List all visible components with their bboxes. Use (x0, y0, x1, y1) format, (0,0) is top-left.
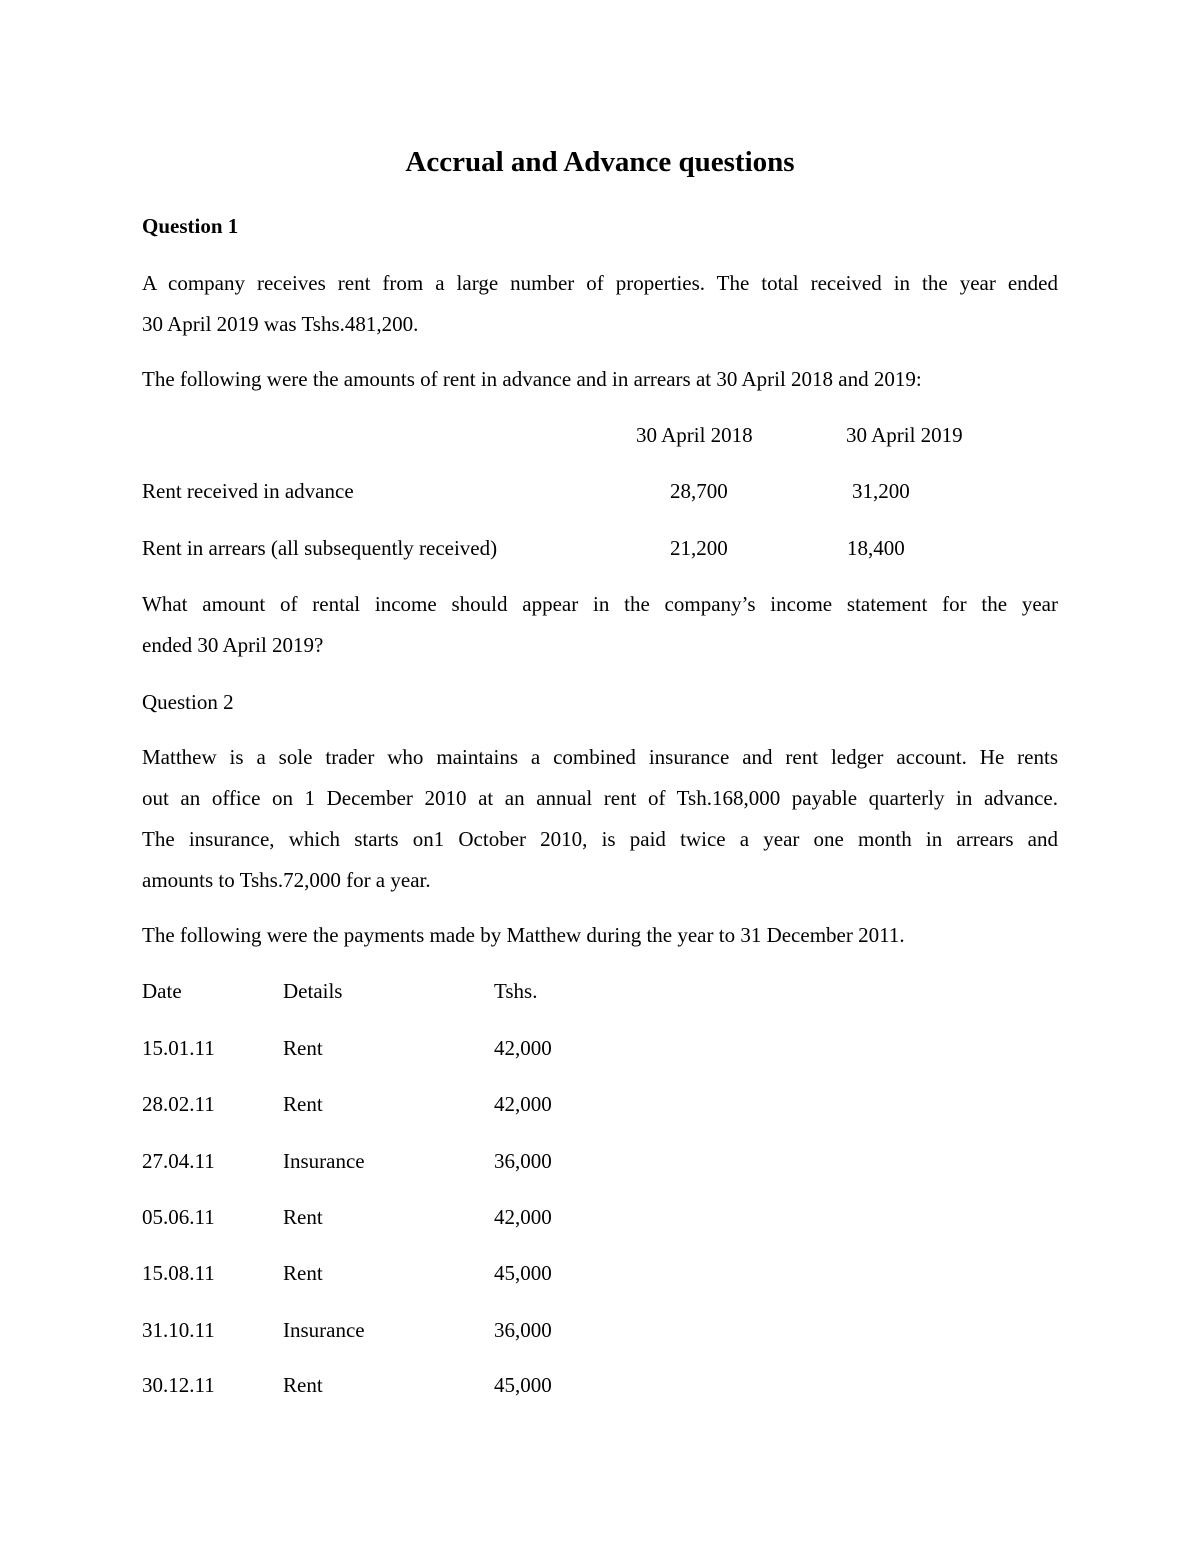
rent-row-value-2018: 28,700 (670, 479, 728, 503)
payment-date: 15.08.11 (142, 1261, 215, 1285)
question-2-paragraph-2: The following were the payments made by Matthew during the year to 31 December 2011. (142, 923, 905, 947)
question-2-heading: Question 2 (142, 690, 234, 714)
payments-header-date: Date (142, 979, 182, 1003)
payment-date: 05.06.11 (142, 1205, 215, 1229)
rent-row-label: Rent in arrears (all subsequently received) (142, 536, 498, 560)
question-1-heading: Question 1 (142, 214, 239, 238)
payment-details: Rent (283, 1036, 323, 1060)
payments-header-details: Details (283, 979, 343, 1003)
payment-amount: 42,000 (494, 1036, 552, 1060)
question-1-prompt-line-1: What amount of rental income should appear in the company’s income statement for the year (142, 592, 1058, 616)
payment-amount: 42,000 (494, 1092, 552, 1116)
question-2-paragraph-line-2: out an office on 1 December 2010 at an annual rent of Tsh.168,000 payable quarterly in advance. (142, 786, 1058, 810)
payment-date: 28.02.11 (142, 1092, 215, 1116)
payment-date: 15.01.11 (142, 1036, 215, 1060)
payment-date: 30.12.11 (142, 1373, 215, 1397)
payment-details: Rent (283, 1261, 323, 1285)
payments-header-amount: Tshs. (494, 979, 538, 1003)
rent-row-value-2019: 18,400 (847, 536, 905, 560)
question-2-paragraph-line-1: Matthew is a sole trader who maintains a combined insurance and rent ledger account. He rents (142, 745, 1058, 769)
rent-table-header-2019: 30 April 2019 (846, 423, 963, 447)
page-title: Accrual and Advance questions (405, 146, 795, 178)
rent-row-value-2018: 21,200 (670, 536, 728, 560)
payment-details: Rent (283, 1373, 323, 1397)
payment-date: 27.04.11 (142, 1149, 215, 1173)
payment-date: 31.10.11 (142, 1318, 215, 1342)
payment-details: Rent (283, 1205, 323, 1229)
payment-amount: 42,000 (494, 1205, 552, 1229)
question-2-paragraph-line-4: amounts to Tshs.72,000 for a year. (142, 868, 431, 892)
payment-amount: 45,000 (494, 1373, 552, 1397)
payment-amount: 36,000 (494, 1149, 552, 1173)
payment-details: Rent (283, 1092, 323, 1116)
payment-details: Insurance (283, 1318, 365, 1342)
rent-row-value-2019: 31,200 (852, 479, 910, 503)
question-2-paragraph-line-3: The insurance, which starts on1 October 2010, is paid twice a year one month in arrears and (142, 827, 1058, 851)
payment-details: Insurance (283, 1149, 365, 1173)
question-1-prompt-line-2: ended 30 April 2019? (142, 633, 324, 657)
question-1-paragraph-line-1: A company receives rent from a large number of properties. The total received in the year ended (142, 271, 1058, 295)
payment-amount: 36,000 (494, 1318, 552, 1342)
question-1-paragraph-2: The following were the amounts of rent in advance and in arrears at 30 April 2018 and 2019: (142, 367, 922, 391)
payment-amount: 45,000 (494, 1261, 552, 1285)
question-1-paragraph-line-2: 30 April 2019 was Tshs.481,200. (142, 312, 419, 336)
rent-table-header-2018: 30 April 2018 (636, 423, 753, 447)
rent-row-label: Rent received in advance (142, 479, 354, 503)
